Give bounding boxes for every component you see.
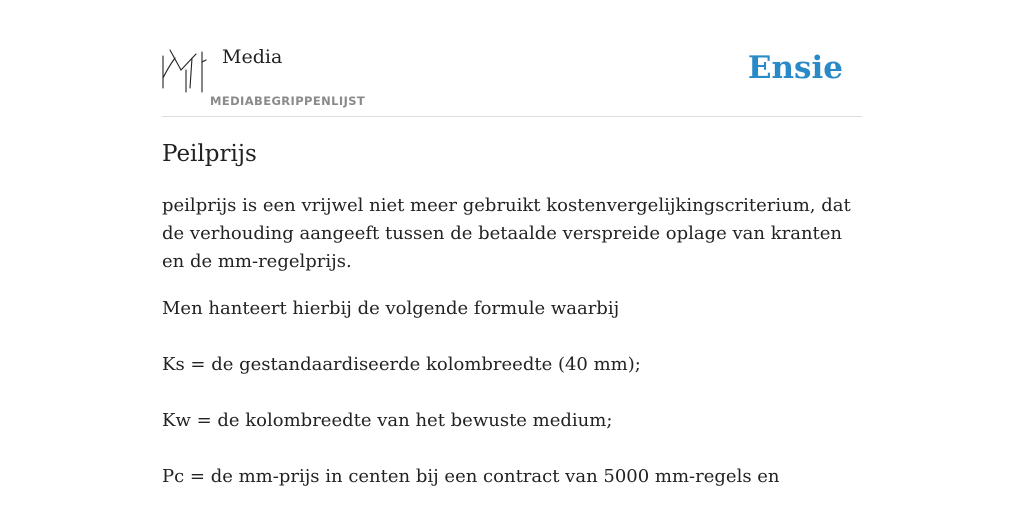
ensie-brand-link[interactable]: Ensie: [747, 50, 843, 86]
page-title: Peilprijs: [162, 141, 257, 167]
formula-pc: Pc = de mm-prijs in centen bij een contract van 5000 mm-regels en: [162, 466, 780, 487]
formula-intro: Men hanteert hierbij de volgende formule waarbij: [162, 298, 620, 319]
formula-kw: Kw = de kolombreedte van het bewuste medium;: [162, 410, 613, 431]
media-m-logo-icon[interactable]: [162, 48, 208, 94]
site-header: [162, 0, 862, 117]
page-container: [162, 0, 862, 487]
formula-ks: Ks = de gestandaardiseerde kolombreedte (40 mm);: [162, 354, 641, 375]
definition-text: peilprijs is een vrijwel niet meer gebruikt kostenvergelijkingscriterium, dat de verhouding aangeeft tussen de betaalde verspreide oplage van kranten en de mm-regelprijs.: [162, 195, 851, 272]
site-subtitle[interactable]: MEDIABEGRIPPENLIJST: [210, 94, 366, 108]
site-name[interactable]: Media: [222, 46, 283, 68]
